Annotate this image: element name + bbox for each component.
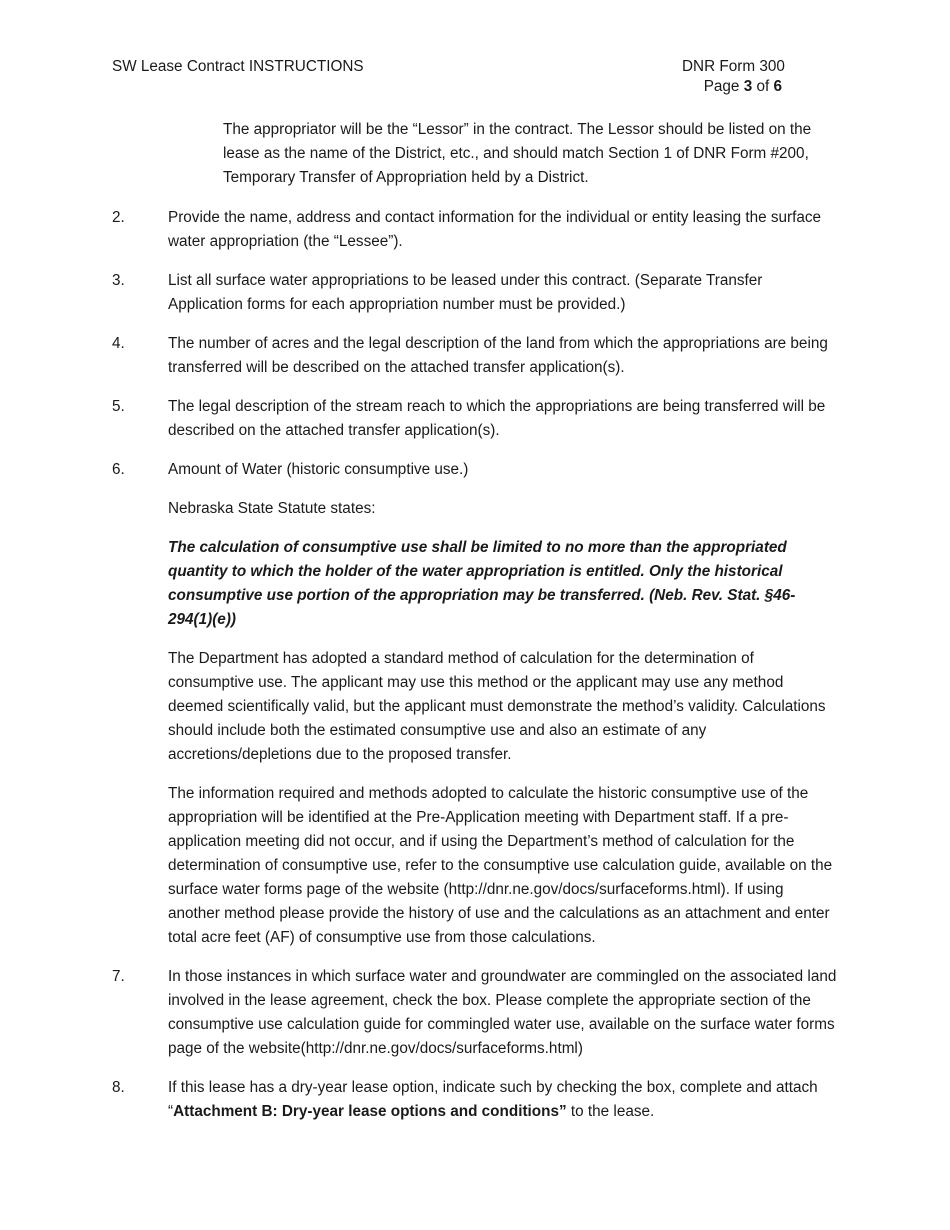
page-total: 6 — [773, 78, 782, 95]
page-indicator: Page 3 of 6 — [703, 78, 782, 95]
method-paragraph: The Department has adopted a standard method of calculation for the determination of consumptive use. The applicant may use this method or the applicant may use any method deemed scientifically valid, but the applicant must demonstrate the method’s validity. Calculations should include both the estimated consumptive use and also an estimate of any accretions/depletions due to the proposed transfer. — [168, 650, 826, 763]
statute-intro: Nebraska State Statute states: — [168, 500, 376, 517]
header-form-info — [682, 57, 785, 97]
item-number: 5. — [112, 398, 125, 415]
item-text: In those instances in which surface water and groundwater are commingled on the associated land involved in the lease agreement, check the box. Please complete the appropriate section of the consumptive use calculation guide for commingled water use, available on the surface water forms page of the website(http://dnr.ne.gov/docs/surfaceforms.html) — [168, 968, 837, 1057]
item-text: List all surface water appropriations to be leased under this contract. (Separate Transfer Application forms for each appropriation number must be provided.) — [168, 272, 763, 313]
header-title: SW Lease Contract INSTRUCTIONS — [112, 58, 364, 75]
list-item — [112, 269, 837, 317]
item-number: 3. — [112, 272, 125, 289]
item-text: The legal description of the stream reach to which the appropriations are being transferred will be described on the attached transfer application(s). — [168, 398, 826, 439]
list-item — [112, 1076, 837, 1124]
page-current: 3 — [743, 78, 753, 95]
intro-paragraph: The appropriator will be the “Lessor” in the contract. The Lessor should be listed on the lease as the name of the District, etc., and should match Section 1 of DNR Form #200, Temporary Transfer of Appropriation held by a District. — [223, 121, 812, 186]
item-text: Provide the name, address and contact information for the individual or entity leasing the surface water appropriation (the “Lessee”). — [168, 209, 822, 250]
item-number: 8. — [112, 1079, 125, 1096]
list-item — [112, 332, 837, 380]
item-number: 6. — [112, 461, 125, 478]
item-number: 4. — [112, 335, 125, 352]
info-paragraph: The information required and methods adopted to calculate the historic consumptive use of the appropriation will be identified at the Pre-Application meeting with Department staff. If a pre-application meeting did not occur, and if using the Department’s method of calculation for the determination of consumptive use, refer to the consumptive use calculation guide, available on the surface water forms page of the website (http://dnr.ne.gov/docs/surfaceforms.html). If using another method please provide the history of use and the calculations as an attachment and enter total acre feet (AF) of consumptive use from those calculations. — [168, 785, 833, 946]
form-name: DNR Form 300 — [682, 58, 785, 75]
list-item-amount-of-water — [112, 458, 837, 950]
statute-quote: The calculation of consumptive use shall be limited to no more than the appropriated quantity to which the holder of the water appropriation is entitled. Only the historical consumptive use portion of the appropriation may be transferred. (Neb. Rev. Stat. §46-294(1)(e)) — [168, 539, 796, 628]
item-number: 7. — [112, 968, 125, 985]
list-item — [112, 965, 837, 1061]
item-number: 2. — [112, 209, 125, 226]
item-text: Amount of Water (historic consumptive use.) — [168, 461, 469, 478]
list-item — [112, 206, 837, 254]
attachment-b-title: Attachment B: Dry-year lease options and conditions” — [173, 1103, 567, 1120]
document-body — [112, 118, 837, 1139]
item-text: If this lease has a dry-year lease option, indicate such by checking the box, complete and attach “Attachment B: Dry-year lease options and conditions” to the lease. — [168, 1079, 818, 1120]
item-text: The number of acres and the legal description of the land from which the appropriations are being transferred will be described on the attached transfer application(s). — [168, 335, 828, 376]
list-item — [112, 395, 837, 443]
